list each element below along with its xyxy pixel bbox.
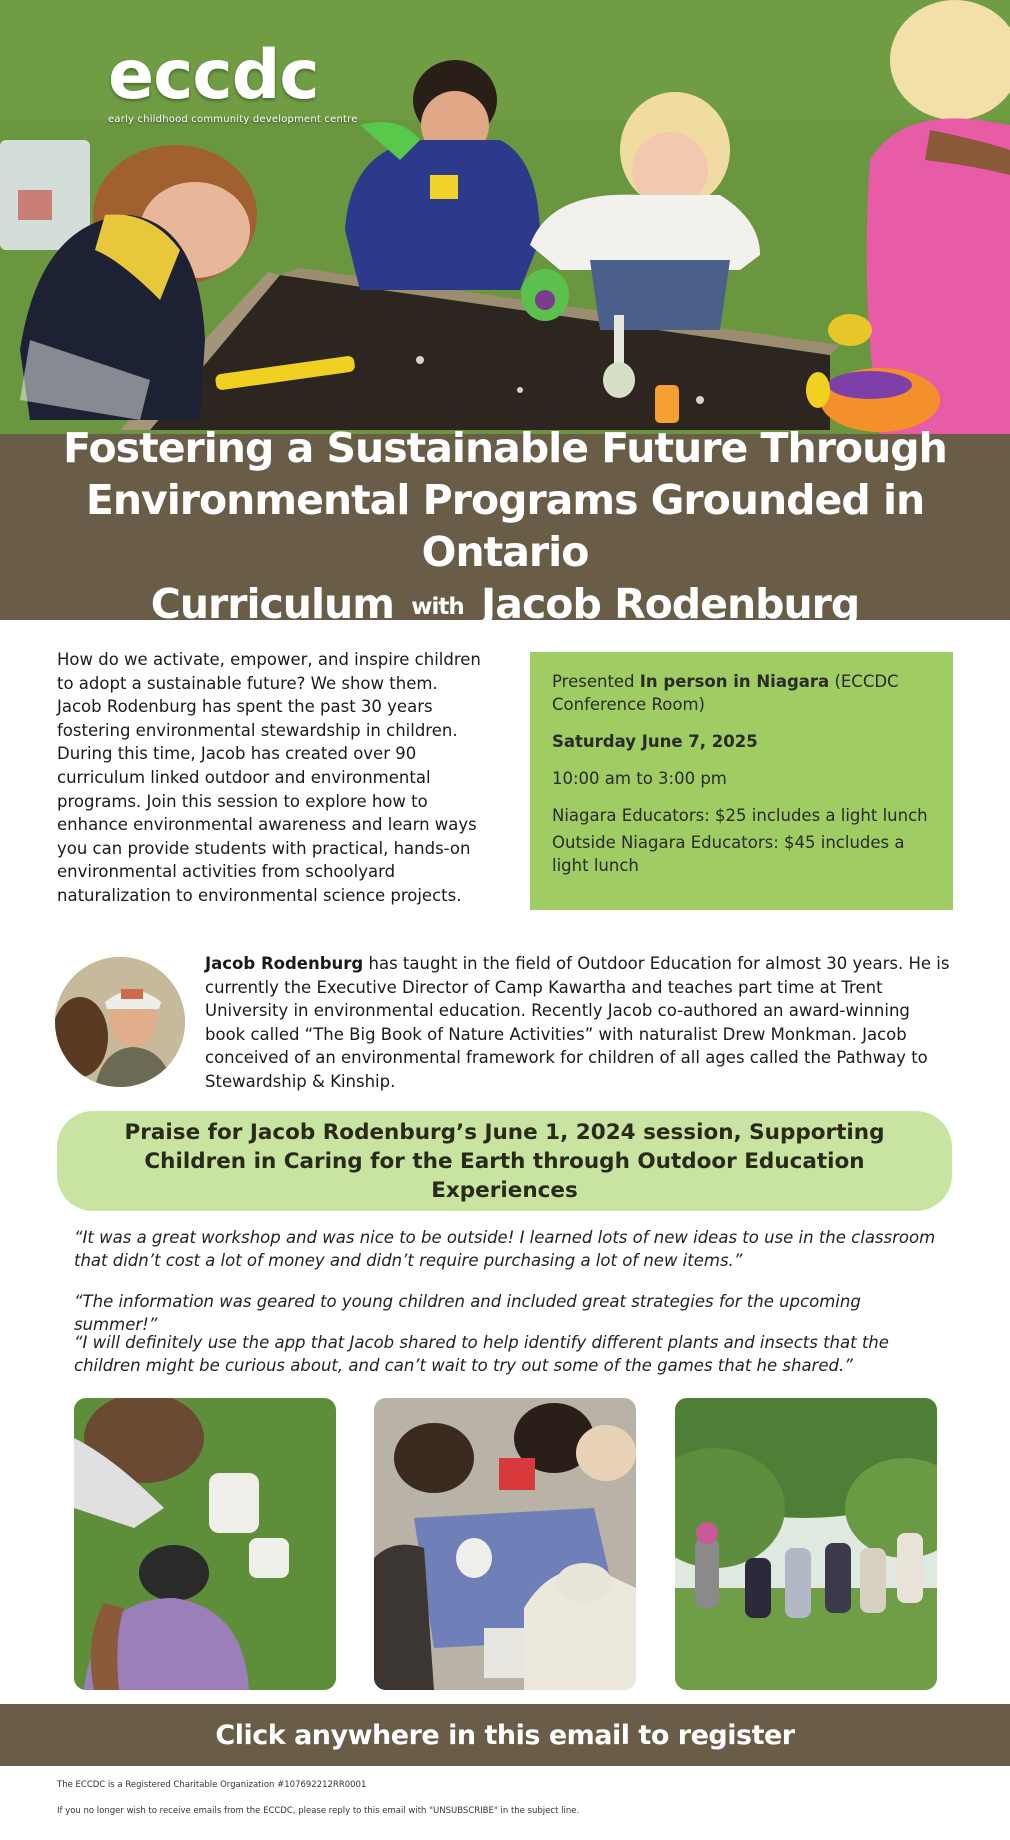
praise-heading: Praise for Jacob Rodenburg’s June 1, 2024 session, Supporting Children in Caring for the Earth through Outdoor Education Experiences [124, 1119, 885, 1203]
presented-mode: In person in Niagara [639, 672, 830, 691]
presented-venue: (ECCDC Conference Room) [552, 672, 899, 714]
title-band [0, 423, 1010, 628]
price-niagara: Niagara Educators: $25 includes a light lunch [552, 806, 928, 825]
title-with: with [411, 593, 464, 620]
title-line-2: Environmental Programs Grounded in Ontario [85, 475, 925, 576]
title-line-3-curriculum: Curriculum [150, 579, 394, 628]
footer-unsubscribe-note: If you no longer wish to receive emails from the ECCDC, please reply to this email with "UNSUBSCRIBE" in the subject line. [57, 1806, 580, 1816]
price-outside-niagara: Outside Niagara Educators: $45 includes a light lunch [552, 833, 905, 875]
eccdc-logo [108, 36, 358, 125]
logo-tagline: early childhood community development centre [108, 114, 358, 125]
page-title [15, 422, 995, 633]
intro-paragraph: How do we activate, empower, and inspire children to adopt a sustainable future? We show them. Jacob Rodenburg has spent the past 30 years fostering environmental stewardship in children. During this time, Jacob has created over 90 curriculum linked outdoor and environmental programs. Join this session to explore how to enhance environmental awareness and learn ways you can provide students with practical, hands-on environmental activities from schoolyard naturalization to environmental science projects. [57, 650, 481, 905]
presenter-bio [205, 952, 950, 1093]
praise-banner [57, 1111, 952, 1211]
testimonial-quote-2: “The information was geared to young children and included great strategies for the upcoming summer!” [74, 1292, 861, 1334]
event-time: 10:00 am to 3:00 pm [552, 769, 727, 788]
register-cta-band[interactable] [0, 1704, 1010, 1766]
testimonial-quote-3: “I will definitely use the app that Jacob shared to help identify different plants and insects that the children might be curious about, and can’t wait to try out some of the games that he shared.” [74, 1333, 889, 1375]
photo-group-outdoors-trees [675, 1398, 937, 1690]
hero-photo-children-gardening [0, 0, 1010, 434]
presenter-photo [55, 957, 185, 1087]
event-details-box [530, 652, 953, 910]
footer-charity-number: The ECCDC is a Registered Charitable Organization #107692212RR0001 [57, 1780, 367, 1790]
event-location [552, 670, 931, 716]
logo-wordmark: eccdc [108, 36, 319, 115]
bio-name: Jacob Rodenburg [205, 954, 364, 973]
event-date: Saturday June 7, 2025 [552, 732, 758, 751]
bio-text: has taught in the field of Outdoor Education for almost 30 years. He is currently the Executive Director of Camp Kawartha and teaches part time at Trent University in environmental education. Recently Jacob co-authored an award-winning book called “The Big Book of Nature Activities” with naturalist Drew Monkman. Jacob conceived of an environmental framework for children of all ages called the Pathway to Stewardship & Kinship. [205, 954, 950, 1091]
title-line-1: Fostering a Sustainable Future Through [63, 423, 947, 472]
presenter-avatar [55, 957, 185, 1087]
photo-children-with-buckets [74, 1398, 336, 1690]
presented-prefix: Presented [552, 672, 635, 691]
title-line-3 [15, 578, 995, 633]
register-cta-text[interactable]: Click anywhere in this email to register [215, 1719, 795, 1751]
testimonial-quote-1: “It was a great workshop and was nice to be outside! I learned lots of new ideas to use in the classroom that didn’t cost a lot of money and didn’t require purchasing a lot of new items.” [74, 1228, 936, 1270]
photo-group-activity-tarp [374, 1398, 636, 1690]
title-presenter: Jacob Rodenburg [481, 579, 860, 628]
